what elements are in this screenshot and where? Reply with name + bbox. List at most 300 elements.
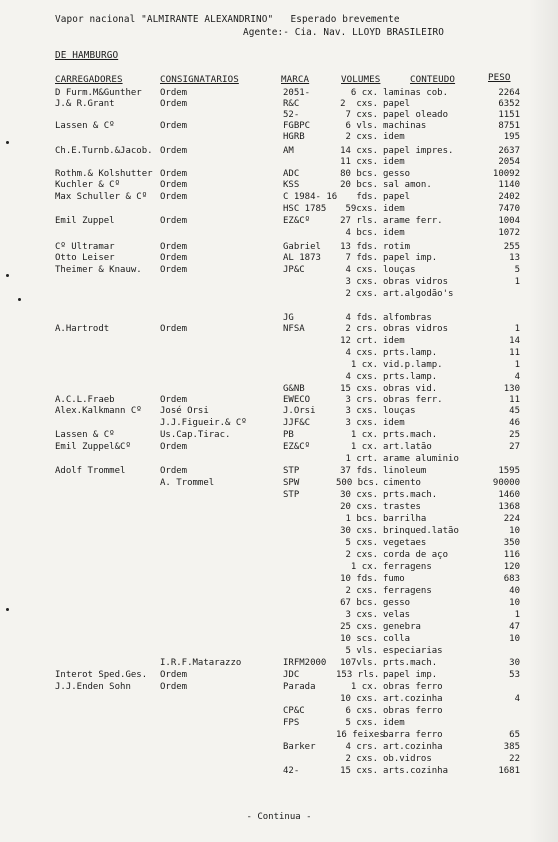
table-row: [0, 406, 558, 418]
weight-cell: 2264: [498, 88, 520, 98]
contents-cell: idem: [383, 718, 405, 728]
weight-cell: 1: [514, 324, 520, 334]
volumes-cell: 11 cxs.: [340, 157, 378, 167]
weight-cell: 1: [514, 360, 520, 370]
weight-cell: 45: [509, 406, 520, 416]
table-row: [0, 586, 558, 598]
table-row: [0, 670, 558, 682]
volumes-cell: 3 cxs.: [345, 277, 378, 287]
table-row: [0, 730, 558, 742]
table-row: [0, 430, 558, 442]
marks-cell: AM: [283, 146, 294, 156]
contents-cell: arts.cozinha: [383, 766, 449, 776]
marks-cell: EZ&Cº: [283, 216, 311, 226]
volumes-cell: 25 cxs.: [340, 622, 378, 632]
table-row: [0, 502, 558, 514]
marks-cell: KSS: [283, 180, 300, 190]
consignee-cell: Ordem: [160, 395, 188, 405]
weight-cell: 25: [509, 430, 520, 440]
volumes-cell: 500 bcs.: [336, 478, 380, 488]
table-row: [0, 694, 558, 706]
table-row: [0, 384, 558, 396]
contents-cell: gesso: [383, 169, 411, 179]
weight-cell: 224: [503, 514, 520, 524]
table-row: [0, 289, 558, 301]
volumes-cell: 4 crs.: [345, 742, 378, 752]
port-title: DE HAMBURGO: [55, 50, 119, 61]
consignee-cell: Ordem: [160, 682, 188, 692]
consignee-cell: Us.Cap.Tirac.: [160, 430, 231, 440]
weight-cell: 65: [509, 730, 520, 740]
agent-line: Agente:- Cia. Nav. LLOYD BRASILEIRO: [243, 27, 445, 38]
volumes-cell: 1 cx.: [350, 682, 378, 692]
consignee-cell: Ordem: [160, 88, 188, 98]
weight-cell: 255: [503, 242, 520, 252]
contents-cell: especiarias: [383, 646, 443, 656]
volumes-cell: 80 bcs.: [340, 169, 378, 179]
shipper-cell: Emil Zuppel: [55, 216, 115, 226]
table-row: [0, 742, 558, 754]
table-row: [0, 754, 558, 766]
consignee-cell: I.R.F.Matarazzo: [160, 658, 242, 668]
volumes-cell: 4 cxs.: [345, 348, 378, 358]
volumes-cell: 37 fds.: [340, 466, 378, 476]
volumes-cell: 4 fds.: [345, 313, 378, 323]
contents-cell: obras ferr.: [383, 395, 443, 405]
table-row: [0, 146, 558, 158]
contents-cell: genebra: [383, 622, 421, 632]
marks-cell: R&C: [283, 99, 300, 109]
shipper-cell: Ch.E.Turnb.&Jacob.: [55, 146, 153, 156]
contents-cell: brinqued.latão: [383, 526, 459, 536]
shipper-cell: D Furm.M&Gunther: [55, 88, 142, 98]
marks-cell: 52-: [283, 110, 300, 120]
scan-edge-shadow: [530, 0, 558, 842]
weight-cell: 4: [514, 694, 520, 704]
marks-cell: Parada: [283, 682, 316, 692]
shipper-cell: Cº Ultramar: [55, 242, 115, 252]
table-row: [0, 110, 558, 122]
contents-cell: trastes: [383, 502, 421, 512]
marks-cell: JP&C: [283, 265, 305, 275]
weight-cell: 10: [509, 526, 520, 536]
marks-cell: EWECO: [283, 395, 311, 405]
volumes-cell: 10 cxs.: [340, 694, 378, 704]
volumes-cell: 67 bcs.: [340, 598, 378, 608]
contents-cell: idem: [383, 204, 405, 214]
table-row: [0, 336, 558, 348]
contents-cell: obras vidros: [383, 277, 449, 287]
volumes-cell: 6 cxs.: [345, 706, 378, 716]
marks-cell: STP: [283, 466, 300, 476]
contents-cell: louças: [383, 406, 416, 416]
volumes-cell: 14 cxs.: [340, 146, 378, 156]
consignee-cell: A. Trommel: [160, 478, 215, 488]
contents-cell: papel: [383, 192, 411, 202]
contents-cell: art.latão: [383, 442, 432, 452]
table-row: [0, 121, 558, 133]
table-row: [0, 157, 558, 169]
table-row: [0, 204, 558, 216]
contents-cell: obras vid.: [383, 384, 438, 394]
table-row: [0, 562, 558, 574]
consignee-cell: Ordem: [160, 253, 188, 263]
contents-cell: prts.mach.: [383, 658, 438, 668]
consignee-cell: Ordem: [160, 121, 188, 131]
volumes-cell: 1 cx.: [350, 562, 378, 572]
contents-cell: barra ferro: [383, 730, 443, 740]
table-row: [0, 88, 558, 100]
contents-cell: idem: [383, 418, 405, 428]
consignee-cell: J.J.Figueir.& Cº: [160, 418, 247, 428]
volumes-cell: 20 bcs.: [340, 180, 378, 190]
volumes-cell: 15 cxs.: [340, 384, 378, 394]
marks-cell: Gabriel: [283, 242, 321, 252]
volumes-cell: 5 cxs.: [345, 538, 378, 548]
weight-cell: 8751: [498, 121, 520, 131]
volumes-cell: 3 cxs.: [345, 610, 378, 620]
consignee-cell: Ordem: [160, 99, 188, 109]
contents-cell: ferragens: [383, 586, 432, 596]
marks-cell: ADC: [283, 169, 300, 179]
weight-cell: 2637: [498, 146, 520, 156]
contents-cell: idem: [383, 157, 405, 167]
contents-cell: barrilha: [383, 514, 427, 524]
contents-cell: colla: [383, 634, 411, 644]
vessel-line: Vapor nacional "ALMIRANTE ALEXANDRINO" Esperado brevemente: [55, 14, 400, 25]
consignee-cell: Ordem: [160, 466, 188, 476]
weight-cell: 11: [509, 348, 520, 358]
table-row: [0, 610, 558, 622]
margin-mark: [18, 298, 21, 301]
volumes-cell: 13 fds.: [340, 242, 378, 252]
marks-cell: EZ&Cº: [283, 442, 311, 452]
table-row: [0, 99, 558, 111]
contents-cell: art.cozinha: [383, 742, 443, 752]
weight-cell: 2402: [498, 192, 520, 202]
shipper-cell: J.J.Enden Sohn: [55, 682, 131, 692]
table-row: [0, 718, 558, 730]
shipper-cell: Interot Sped.Ges.: [55, 670, 148, 680]
table-row: [0, 277, 558, 289]
shipper-cell: J.& R.Grant: [55, 99, 115, 109]
table-row: [0, 418, 558, 430]
contents-cell: corda de aço: [383, 550, 449, 560]
table-row: [0, 574, 558, 586]
table-row: [0, 372, 558, 384]
contents-cell: arame aluminio: [383, 454, 459, 464]
weight-cell: 1460: [498, 490, 520, 500]
contents-cell: prts.mach.: [383, 430, 438, 440]
marks-cell: IRFM2000: [283, 658, 327, 668]
shipper-cell: Alex.Kalkmann Cº: [55, 406, 142, 416]
shipper-cell: Emil Zuppel&Cº: [55, 442, 131, 452]
volumes-cell: 2 cxs.: [345, 550, 378, 560]
marks-cell: 2051-: [283, 88, 311, 98]
contents-cell: alfombras: [383, 313, 432, 323]
contents-cell: vegetaes: [383, 538, 427, 548]
col-header-contents: CONTEUDO: [410, 74, 456, 85]
marks-cell: J.Orsi: [283, 406, 316, 416]
weight-cell: 47: [509, 622, 520, 632]
weight-cell: 1151: [498, 110, 520, 120]
volumes-cell: 2 crs.: [345, 324, 378, 334]
page-footer: - Continua -: [246, 812, 312, 822]
marks-cell: JJF&C: [283, 418, 311, 428]
consignee-cell: Ordem: [160, 216, 188, 226]
contents-cell: fumo: [383, 574, 405, 584]
table-row: [0, 216, 558, 228]
col-header-consignee: CONSIGNATARIOS: [160, 74, 239, 85]
table-row: [0, 658, 558, 670]
marks-cell: FGBPC: [283, 121, 311, 131]
contents-cell: art.algodão's: [383, 289, 454, 299]
marks-cell: HGRB: [283, 132, 305, 142]
contents-cell: papel imp.: [383, 253, 438, 263]
volumes-cell: 15 cxs.: [340, 766, 378, 776]
volumes-cell: 10 scs.: [340, 634, 378, 644]
weight-cell: 1072: [498, 228, 520, 238]
shipper-cell: Lassen & Cº: [55, 430, 115, 440]
table-row: [0, 132, 558, 144]
table-row: [0, 466, 558, 478]
weight-cell: 1595: [498, 466, 520, 476]
marks-cell: FPS: [283, 718, 300, 728]
volumes-cell: 1 cx.: [350, 360, 378, 370]
marks-cell: STP: [283, 490, 300, 500]
table-row: [0, 598, 558, 610]
weight-cell: 11: [509, 395, 520, 405]
shipper-cell: A.C.L.Fraeb: [55, 395, 115, 405]
contents-cell: obras ferro: [383, 706, 443, 716]
table-row: [0, 622, 558, 634]
weight-cell: 22: [509, 754, 520, 764]
weight-cell: 683: [503, 574, 520, 584]
weight-cell: 1140: [498, 180, 520, 190]
marks-cell: AL 1873: [283, 253, 321, 263]
table-row: [0, 634, 558, 646]
contents-cell: sal amon.: [383, 180, 432, 190]
contents-cell: obras vidros: [383, 324, 449, 334]
volumes-cell: 107vls.: [340, 658, 378, 668]
table-row: [0, 348, 558, 360]
table-row: [0, 360, 558, 372]
volumes-cell: 16 feixes: [336, 730, 385, 740]
marks-cell: SPW: [283, 478, 300, 488]
consignee-cell: Ordem: [160, 265, 188, 275]
contents-cell: cimento: [383, 478, 421, 488]
contents-cell: velas: [383, 610, 411, 620]
shipper-cell: Otto Leiser: [55, 253, 115, 263]
volumes-cell: 30 cxs.: [340, 526, 378, 536]
volumes-cell: 4 cxs.: [345, 372, 378, 382]
volumes-cell: 7 fds.: [345, 253, 378, 263]
contents-cell: arame ferr.: [383, 216, 443, 226]
table-row: [0, 265, 558, 277]
margin-mark: [6, 141, 9, 144]
weight-cell: 7470: [498, 204, 520, 214]
weight-cell: 350: [503, 538, 520, 548]
weight-cell: 6352: [498, 99, 520, 109]
marks-cell: PB: [283, 430, 294, 440]
table-row: [0, 490, 558, 502]
table-row: [0, 180, 558, 192]
volumes-cell: 3 cxs.: [345, 406, 378, 416]
table-row: [0, 646, 558, 658]
contents-cell: rotim: [383, 242, 411, 252]
consignee-cell: Ordem: [160, 442, 188, 452]
table-row: [0, 706, 558, 718]
consignee-cell: Ordem: [160, 670, 188, 680]
volumes-cell: 30 cxs.: [340, 490, 378, 500]
weight-cell: 385: [503, 742, 520, 752]
contents-cell: laminas cob.: [383, 88, 449, 98]
contents-cell: art.cozinha: [383, 694, 443, 704]
contents-cell: prts.lamp.: [383, 372, 438, 382]
shipper-cell: Kuchler & Cº: [55, 180, 121, 190]
marks-cell: CP&C: [283, 706, 305, 716]
contents-cell: ob.vidros: [383, 754, 432, 764]
contents-cell: idem: [383, 132, 405, 142]
volumes-cell: 1 bcs.: [345, 514, 378, 524]
weight-cell: 195: [503, 132, 520, 142]
contents-cell: prts.lamp.: [383, 348, 438, 358]
volumes-cell: 7 cxs.: [345, 110, 378, 120]
weight-cell: 53: [509, 670, 520, 680]
weight-cell: 1: [514, 610, 520, 620]
volumes-cell: 27 rls.: [340, 216, 378, 226]
volumes-cell: fds.: [356, 192, 378, 202]
contents-cell: gesso: [383, 598, 411, 608]
marks-cell: JG: [283, 313, 294, 323]
table-row: [0, 454, 558, 466]
marks-cell: Barker: [283, 742, 316, 752]
contents-cell: papel oleado: [383, 110, 449, 120]
contents-cell: papel impres.: [383, 146, 454, 156]
volumes-cell: 12 crt.: [340, 336, 378, 346]
weight-cell: 120: [503, 562, 520, 572]
volumes-cell: 4 bcs.: [345, 228, 378, 238]
table-row: [0, 538, 558, 550]
table-row: [0, 766, 558, 778]
volumes-cell: 2 cxs.: [345, 586, 378, 596]
weight-cell: 27: [509, 442, 520, 452]
volumes-cell: 3 crs.: [345, 395, 378, 405]
table-row: [0, 395, 558, 407]
weight-cell: 40: [509, 586, 520, 596]
shipper-cell: Theimer & Knauw.: [55, 265, 142, 275]
table-row: [0, 228, 558, 240]
shipper-cell: Max Schuller & Cº: [55, 192, 148, 202]
weight-cell: 46: [509, 418, 520, 428]
col-header-shipper: CARREGADORES: [55, 74, 123, 85]
volumes-cell: 153 rls.: [336, 670, 380, 680]
weight-cell: 10: [509, 598, 520, 608]
table-row: [0, 169, 558, 181]
table-row: [0, 253, 558, 265]
weight-cell: 5: [514, 265, 520, 275]
weight-cell: 10: [509, 634, 520, 644]
volumes-cell: 5 cxs.: [345, 718, 378, 728]
marks-cell: G&NB: [283, 384, 305, 394]
consignee-cell: Ordem: [160, 180, 188, 190]
margin-mark: [6, 608, 9, 611]
contents-cell: vid.p.lamp.: [383, 360, 443, 370]
volumes-cell: 3 cxs.: [345, 418, 378, 428]
marks-cell: JDC: [283, 670, 300, 680]
weight-cell: 1681: [498, 766, 520, 776]
col-header-marks: MARCA: [281, 74, 310, 85]
volumes-cell: 20 cxs.: [340, 502, 378, 512]
contents-cell: prts.mach.: [383, 490, 438, 500]
margin-mark: [6, 274, 9, 277]
weight-cell: 130: [503, 384, 520, 394]
contents-cell: machinas: [383, 121, 427, 131]
contents-cell: obras ferro: [383, 682, 443, 692]
consignee-cell: José Orsi: [160, 406, 209, 416]
contents-cell: papel imp.: [383, 670, 438, 680]
marks-cell: C 1984- 16: [283, 192, 338, 202]
contents-cell: ferragens: [383, 562, 432, 572]
weight-cell: 30: [509, 658, 520, 668]
volumes-cell: 10 fds.: [340, 574, 378, 584]
consignee-cell: Ordem: [160, 192, 188, 202]
shipper-cell: Adolf Trommel: [55, 466, 126, 476]
weight-cell: 14: [509, 336, 520, 346]
volumes-cell: 2 cxs.: [345, 132, 378, 142]
shipper-cell: Rothm.& Kolshutter: [55, 169, 153, 179]
col-header-volumes: VOLUMES: [341, 74, 381, 85]
contents-cell: louças: [383, 265, 416, 275]
volumes-cell: 1 cx.: [350, 430, 378, 440]
volumes-cell: 6 cx.: [350, 88, 378, 98]
contents-cell: linoleum: [383, 466, 427, 476]
volumes-cell: 2 cxs.: [345, 289, 378, 299]
weight-cell: 116: [503, 550, 520, 560]
weight-cell: 10092: [492, 169, 520, 179]
weight-cell: 1: [514, 277, 520, 287]
marks-cell: NFSA: [283, 324, 305, 334]
shipper-cell: Lassen & Cº: [55, 121, 115, 131]
consignee-cell: Ordem: [160, 324, 188, 334]
weight-cell: 90000: [492, 478, 520, 488]
table-row: [0, 442, 558, 454]
table-row: [0, 514, 558, 526]
table-row: [0, 550, 558, 562]
table-row: [0, 192, 558, 204]
volumes-cell: 2 cxs.: [340, 99, 378, 109]
weight-cell: 13: [509, 253, 520, 263]
table-row: [0, 324, 558, 336]
table-row: [0, 682, 558, 694]
contents-cell: idem: [383, 336, 405, 346]
contents-cell: idem: [383, 228, 405, 238]
table-row: [0, 313, 558, 325]
volumes-cell: 59cxs.: [345, 204, 378, 214]
weight-cell: 1368: [498, 502, 520, 512]
volumes-cell: 2 cxs.: [345, 754, 378, 764]
consignee-cell: Ordem: [160, 169, 188, 179]
table-row: [0, 526, 558, 538]
table-row: [0, 478, 558, 490]
contents-cell: papel: [383, 99, 411, 109]
weight-cell: 2054: [498, 157, 520, 167]
marks-cell: 42-: [283, 766, 300, 776]
volumes-cell: 1 cx.: [350, 442, 378, 452]
weight-cell: 4: [514, 372, 520, 382]
volumes-cell: 6 vls.: [345, 121, 378, 131]
table-row: [0, 242, 558, 254]
